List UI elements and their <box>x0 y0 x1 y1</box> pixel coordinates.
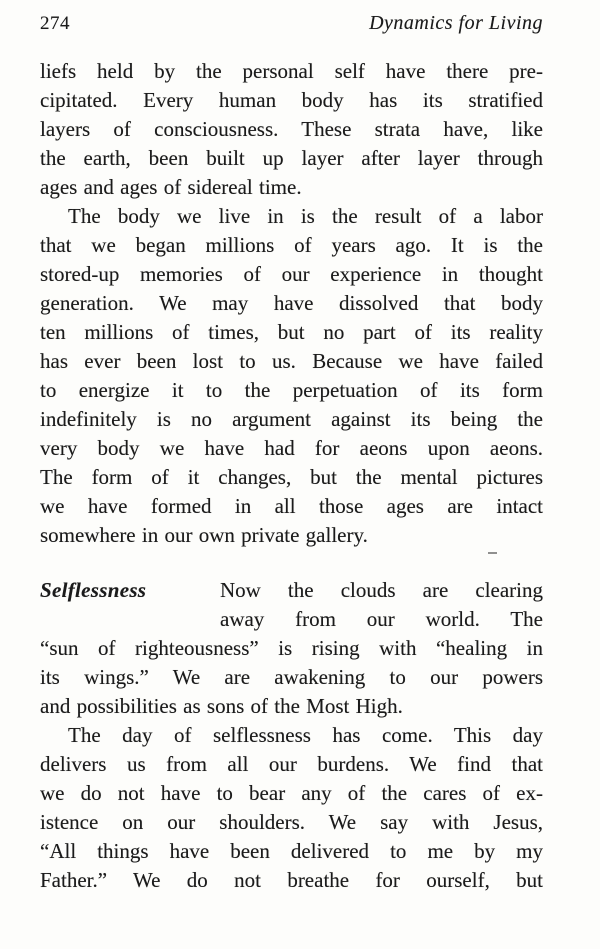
text-line: we do not have to bear any of the cares of ex- <box>40 781 543 805</box>
text-line: indefinitely is no argument against its being the <box>40 407 543 431</box>
text-line: generation. We may have dissolved that body <box>40 291 543 315</box>
section-selflessness <box>40 576 543 721</box>
text-line: stored-up memories of our experience in thought <box>40 262 543 286</box>
text-line: layers of consciousness. These strata have, like <box>40 117 543 141</box>
text-line: very body we have had for aeons upon aeons. <box>40 436 543 460</box>
text-line: The form of it changes, but the mental pictures <box>40 465 543 489</box>
text-line: and possibilities as sons of the Most High. <box>40 694 403 718</box>
text-line: liefs held by the personal self have there pre- <box>40 59 543 83</box>
text-line: somewhere in our own private gallery. <box>40 523 368 547</box>
text-line: away from our world. The <box>220 607 543 631</box>
text-line: The body we live in is the result of a labor <box>68 204 543 228</box>
page-number: 274 <box>40 13 70 34</box>
text-line: istence on our shoulders. We say with Jesus, <box>40 810 543 834</box>
body-text <box>0 35 600 895</box>
scan-artifact-dash <box>488 552 497 554</box>
paragraph <box>40 202 543 550</box>
text-line: ten millions of times, but no part of its reality <box>40 320 543 344</box>
section-heading: Selflessness <box>40 578 147 602</box>
text-line: that we began millions of years ago. It is the <box>40 233 543 257</box>
text-line: has ever been lost to us. Because we have failed <box>40 349 543 373</box>
text-line: its wings.” We are awakening to our powers <box>40 665 543 689</box>
text-line: to energize it to the perpetuation of its form <box>40 378 543 402</box>
running-title: Dynamics for Living <box>369 12 543 34</box>
text-line: delivers us from all our burdens. We find that <box>40 752 543 776</box>
text-line: Now the clouds are clearing <box>220 578 543 602</box>
text-line: The day of selflessness has come. This day <box>68 723 543 747</box>
text-line: “All things have been delivered to me by my <box>40 839 543 863</box>
text-line: “sun of righteousness” is rising with “healing in <box>40 636 543 660</box>
text-line: we have formed in all those ages are intact <box>40 494 543 518</box>
text-line: ages and ages of sidereal time. <box>40 175 302 199</box>
page-header <box>0 0 600 35</box>
text-line: Father.” We do not breathe for ourself, but <box>40 868 543 892</box>
text-line: the earth, been built up layer after layer through <box>40 146 543 170</box>
paragraph <box>40 721 543 895</box>
text-line: cipitated. Every human body has its stratified <box>40 88 543 112</box>
paragraph-continued <box>40 57 543 202</box>
